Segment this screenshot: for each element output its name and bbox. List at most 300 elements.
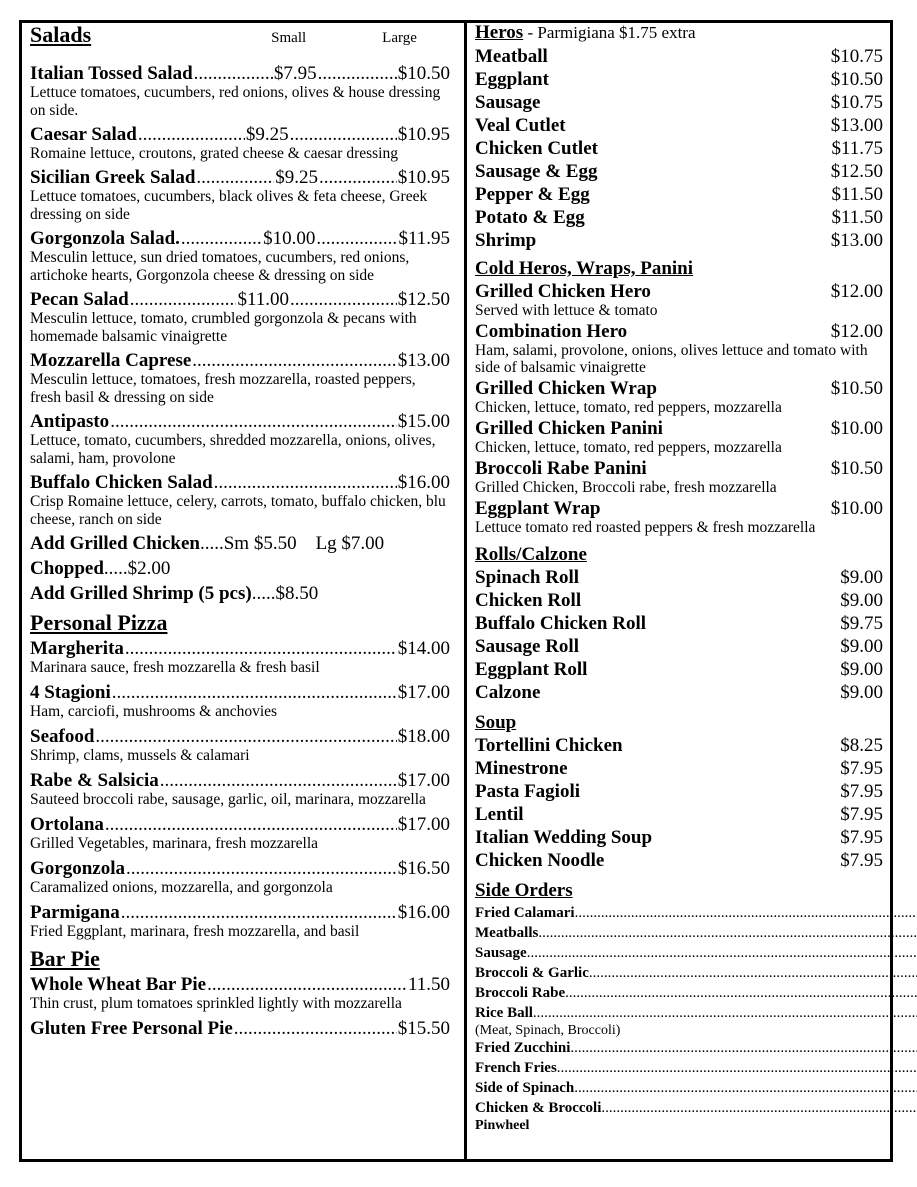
item-description: Ham, salami, provolone, onions, olives lettuce and tomato with side of balsamic vinaigrette — [475, 342, 868, 376]
large-price: $10.95 — [397, 124, 450, 145]
heros-header — [475, 22, 883, 45]
addon-price: $8.50 — [275, 583, 319, 604]
soup-list — [475, 734, 883, 872]
large-label: Large — [382, 30, 417, 46]
hero-item-row — [475, 183, 883, 206]
dot-leader — [527, 943, 917, 963]
roll-item — [475, 635, 883, 658]
side-order-row — [475, 1078, 917, 1098]
item-description: Fried Eggplant, marinara, fresh mozzarella, and basil — [30, 923, 360, 940]
salad-item — [30, 289, 450, 346]
dot-leader — [234, 1018, 397, 1039]
item-subtext: Pinwheel — [475, 1118, 530, 1133]
item-description: Lettuce, tomato, cucumbers, shredded mozzarella, onions, olives, salami, ham, provolone — [30, 432, 436, 467]
pizza-item-row — [30, 858, 450, 879]
item-name: Chicken Roll — [475, 590, 582, 611]
salads-title: Salads — [30, 22, 92, 47]
item-price: $9.00 — [840, 636, 883, 657]
roll-item-row — [475, 589, 883, 612]
item-name: Pasta Fagioli — [475, 781, 581, 802]
side-order-row — [475, 983, 917, 1003]
roll-item — [475, 566, 883, 589]
right-column — [475, 22, 883, 1138]
item-name: Antipasto — [30, 411, 110, 432]
item-price: $10.75 — [830, 46, 883, 67]
small-price: $9.25 — [245, 124, 289, 145]
roll-item-row — [475, 612, 883, 635]
item-price: $9.00 — [840, 682, 883, 703]
item-price: $10.50 — [830, 458, 883, 479]
salad-row — [30, 228, 450, 249]
side-order-item — [475, 983, 917, 1003]
item-name: Gorgonzola — [30, 858, 125, 879]
item-name: Calzone — [475, 682, 541, 703]
personal-pizza-title: Personal Pizza — [30, 610, 168, 635]
soup-item-row — [475, 803, 883, 826]
item-name: Meatball — [475, 46, 548, 67]
cold-hero-item — [475, 282, 883, 319]
dot-leader — [316, 228, 397, 249]
item-description: Lettuce tomato red roasted peppers & fresh mozzarella — [475, 519, 816, 536]
salads-header — [30, 22, 450, 48]
item-price: $11.50 — [831, 184, 883, 205]
item-price: $8.25 — [840, 735, 883, 756]
side-order-item — [475, 1003, 917, 1038]
item-name: Sausage — [475, 945, 527, 961]
item-name: Eggplant Roll — [475, 659, 588, 680]
pizza-list — [30, 638, 450, 941]
soup-item-row — [475, 734, 883, 757]
item-name: Buffalo Chicken Salad — [30, 472, 213, 493]
large-price: $10.95 — [397, 167, 450, 188]
hero-item — [475, 183, 883, 206]
soup-item — [475, 780, 883, 803]
item-name: Veal Cutlet — [475, 115, 566, 136]
item-name: Whole Wheat Bar Pie — [30, 974, 207, 995]
roll-item-row — [475, 635, 883, 658]
item-name: Broccoli & Garlic — [475, 965, 589, 981]
item-price: $7.95 — [840, 827, 883, 848]
bar-pie-title: Bar Pie — [30, 946, 100, 971]
soup-item — [475, 757, 883, 780]
soup-item — [475, 734, 883, 757]
item-price: $7.95 — [840, 758, 883, 779]
dot-leader — [214, 472, 397, 493]
dot-leader — [319, 167, 397, 188]
item-subtext: (Meat, Spinach, Broccoli) — [475, 1023, 621, 1038]
add-grilled-chicken: Add Grilled Chicken ..... Sm $5.50 Lg $7.00 — [30, 533, 385, 554]
soup-item — [475, 826, 883, 849]
side-order-item — [475, 943, 917, 963]
small-label: Small — [271, 30, 307, 46]
cold-hero-item — [475, 499, 883, 536]
item-name: Chicken Cutlet — [475, 138, 598, 159]
hero-item-row — [475, 137, 883, 160]
item-name: Side of Spinach — [475, 1080, 575, 1096]
item-name: Chicken & Broccoli — [475, 1100, 602, 1116]
salad-row — [30, 289, 450, 310]
hero-item — [475, 160, 883, 183]
item-price: $18.00 — [397, 726, 450, 747]
salad-row — [30, 167, 450, 188]
dot-leader — [533, 1003, 917, 1023]
pizza-item — [30, 770, 450, 809]
bar-pie-item-row — [30, 1018, 450, 1039]
addon-name: Add Grilled Shrimp (5 pcs) — [30, 583, 252, 604]
item-name: Shrimp — [475, 230, 537, 251]
side-order-row — [475, 903, 917, 923]
soup-item-row — [475, 826, 883, 849]
bar-pie-item — [30, 974, 450, 1013]
item-name: Pepper & Egg — [475, 184, 590, 205]
side-order-row — [475, 1003, 917, 1023]
pizza-item — [30, 902, 450, 941]
item-price: $9.00 — [840, 590, 883, 611]
item-price: $10.00 — [830, 498, 883, 519]
side-orders — [475, 903, 883, 1138]
dot-leader — [570, 1038, 917, 1058]
item-name: Mozzarella Caprese — [30, 350, 192, 371]
item-price: $9.00 — [840, 659, 883, 680]
addon-price: Sm $5.50 Lg $7.00 — [223, 533, 385, 554]
item-description: Mesculin lettuce, tomato, crumbled gorgonzola & pecans with homemade balsamic vinaigrette — [30, 310, 417, 345]
item-name: Sicilian Greek Salad — [30, 167, 196, 188]
cold-hero-item — [475, 419, 883, 456]
item-description: Lettuce tomatoes, cucumbers, red onions, olives & house dressing on side. — [30, 84, 441, 119]
dot-leader — [125, 638, 397, 659]
cold-hero-item-row — [475, 499, 883, 519]
hero-item — [475, 45, 883, 68]
item-description: Chicken, lettuce, tomato, red peppers, mozzarella — [475, 439, 782, 456]
side-order-row — [475, 943, 917, 963]
hero-item-row — [475, 45, 883, 68]
dot-leader — [192, 350, 396, 371]
cold-hero-item-row — [475, 419, 883, 439]
salad-row — [30, 472, 450, 493]
item-price: $13.00 — [830, 115, 883, 136]
salad-item — [30, 350, 450, 407]
dot-leader — [126, 858, 397, 879]
addon-name: Add Grilled Chicken — [30, 533, 200, 554]
item-price: $12.00 — [830, 281, 883, 302]
item-price: $7.95 — [840, 781, 883, 802]
item-description: Lettuce tomatoes, cucumbers, black olives & feta cheese, Greek dressing on side — [30, 188, 428, 223]
dot-leader — [194, 63, 273, 84]
item-description: Caramalized onions, mozzarella, and gorgonzola — [30, 879, 333, 896]
item-name: Fried Calamari — [475, 905, 575, 921]
dot-leader — [565, 983, 917, 1003]
dot-leader — [112, 682, 397, 703]
item-description: Mesculin lettuce, tomatoes, fresh mozzarella, roasted peppers, fresh basil & dressing on side — [30, 371, 416, 406]
dot-leader — [138, 124, 245, 145]
item-name: Grilled Chicken Hero — [475, 281, 651, 302]
salad-item — [30, 411, 450, 468]
roll-item — [475, 681, 883, 704]
cold-hero-item — [475, 379, 883, 416]
salad-row — [30, 350, 450, 371]
item-name: Potato & Egg — [475, 207, 585, 228]
dot-leader — [318, 63, 397, 84]
dot-leader — [121, 902, 397, 923]
item-name: Buffalo Chicken Roll — [475, 613, 647, 634]
side-order-item — [475, 903, 917, 923]
item-price: $10.75 — [830, 92, 883, 113]
item-price: $9.75 — [840, 613, 883, 634]
item-price: $9.00 — [840, 567, 883, 588]
side-order-row — [475, 1038, 917, 1058]
item-name: Rice Ball — [475, 1005, 533, 1021]
roll-item-row — [475, 681, 883, 704]
item-price: $15.50 — [397, 1018, 450, 1039]
item-name: Grilled Chicken Wrap — [475, 378, 657, 399]
side-order-item — [475, 1078, 917, 1098]
large-price: $10.50 — [397, 63, 451, 84]
rolls-list — [475, 566, 883, 704]
hero-item-row — [475, 68, 883, 91]
item-name: Italian Wedding Soup — [475, 827, 653, 848]
salad-item — [30, 63, 450, 120]
roll-item — [475, 658, 883, 681]
dot-leader — [575, 903, 917, 923]
side-order-row — [475, 963, 917, 983]
item-price: $7.95 — [840, 850, 883, 871]
item-price: $16.00 — [397, 472, 450, 493]
dot-leader — [574, 1078, 917, 1098]
salad-item — [30, 228, 450, 285]
item-name: Margherita — [30, 638, 124, 659]
side-order-item — [475, 1058, 917, 1078]
item-name: Broccoli Rabe Panini — [475, 458, 647, 479]
item-name: Fried Zucchini — [475, 1040, 571, 1056]
item-description: Thin crust, plum tomatoes sprinkled lightly with mozzarella — [30, 995, 402, 1012]
salad-list — [30, 63, 450, 529]
item-description: Grilled Vegetables, marinara, fresh mozzarella — [30, 835, 319, 852]
add-grilled-shrimp: Add Grilled Shrimp (5 pcs) ..... $8.50 — [30, 583, 319, 604]
soup-title: Soup — [475, 712, 517, 733]
item-price: 11.50 — [407, 974, 450, 995]
soup-item-row — [475, 849, 883, 872]
item-name: Broccoli Rabe — [475, 985, 566, 1001]
item-name: French Fries — [475, 1060, 557, 1076]
item-name: Minestrone — [475, 758, 568, 779]
pizza-item-row — [30, 770, 450, 791]
item-name: Meatballs — [475, 925, 539, 941]
hero-item — [475, 114, 883, 137]
item-name: Eggplant — [475, 69, 549, 90]
item-description: Grilled Chicken, Broccoli rabe, fresh mozzarella — [475, 479, 777, 496]
item-name: Spinach Roll — [475, 567, 580, 588]
item-price: $16.00 — [397, 902, 450, 923]
dot-leader — [601, 1098, 917, 1118]
side-orders-left — [475, 903, 917, 1138]
item-description: Romaine lettuce, croutons, grated cheese & caesar dressing — [30, 145, 398, 162]
item-description: Marinara sauce, fresh mozzarella & fresh basil — [30, 659, 320, 676]
item-name: Gluten Free Personal Pie — [30, 1018, 233, 1039]
hero-item — [475, 68, 883, 91]
item-price: $16.50 — [397, 858, 450, 879]
pizza-item-row — [30, 814, 450, 835]
item-name: Italian Tossed Salad — [30, 63, 193, 84]
item-price: $14.00 — [397, 638, 450, 659]
cold-hero-item-row — [475, 322, 883, 342]
pizza-item — [30, 814, 450, 853]
salad-row — [30, 124, 450, 145]
hero-item-row — [475, 91, 883, 114]
item-name: Lentil — [475, 804, 524, 825]
pizza-item-row — [30, 902, 450, 923]
pizza-item — [30, 726, 450, 765]
item-name: Sausage & Egg — [475, 161, 598, 182]
heros-list — [475, 45, 883, 252]
roll-item-row — [475, 658, 883, 681]
hero-item — [475, 137, 883, 160]
item-description: Crisp Romaine lettuce, celery, carrots, tomato, buffalo chicken, blu cheese, ranch on side — [30, 493, 446, 528]
dot-leader — [207, 974, 407, 995]
item-description: Sauteed broccoli rabe, sausage, garlic, oil, marinara, mozzarella — [30, 791, 426, 808]
chopped: Chopped ..... $2.00 — [30, 558, 171, 579]
item-name: Chicken Noodle — [475, 850, 605, 871]
dot-leader — [196, 167, 274, 188]
small-price: $11.00 — [237, 289, 289, 310]
hero-item — [475, 206, 883, 229]
hero-item-row — [475, 229, 883, 252]
dot-leader — [538, 923, 917, 943]
item-name: Eggplant Wrap — [475, 498, 601, 519]
cold-hero-item-row — [475, 459, 883, 479]
soup-item-row — [475, 757, 883, 780]
item-name: Seafood — [30, 726, 95, 747]
item-name: Sausage — [475, 92, 541, 113]
soup-item — [475, 849, 883, 872]
rolls-title: Rolls/Calzone — [475, 544, 587, 565]
item-description: Chicken, lettuce, tomato, red peppers, mozzarella — [475, 399, 782, 416]
item-description: Ham, carciofi, mushrooms & anchovies — [30, 703, 278, 720]
small-price: $9.25 — [275, 167, 318, 188]
pizza-item-row — [30, 682, 450, 703]
item-name: Pecan Salad — [30, 289, 129, 310]
item-price: $10.50 — [830, 378, 883, 399]
item-price: $17.00 — [397, 682, 450, 703]
roll-item-row — [475, 566, 883, 589]
cold-heros-list — [475, 282, 883, 536]
item-price: $10.00 — [830, 418, 883, 439]
cold-hero-item — [475, 459, 883, 496]
item-price: $13.00 — [397, 350, 450, 371]
salad-item — [30, 472, 450, 529]
heros-note: - Parmigiana $1.75 extra — [523, 23, 696, 42]
large-price: $12.50 — [397, 289, 450, 310]
soup-item-row — [475, 780, 883, 803]
salad-item — [30, 124, 450, 163]
cold-hero-item — [475, 322, 883, 376]
item-price: $11.75 — [831, 138, 883, 159]
item-price: $7.95 — [840, 804, 883, 825]
small-price: $10.00 — [263, 228, 316, 249]
item-price: $11.50 — [831, 207, 883, 228]
cold-hero-item-row — [475, 282, 883, 302]
item-name: Caesar Salad — [30, 124, 137, 145]
side-orders-title: Side Orders — [475, 880, 573, 901]
column-divider — [464, 20, 467, 1162]
dot-leader — [110, 411, 397, 432]
item-name: Sausage Roll — [475, 636, 579, 657]
item-name: Combination Hero — [475, 321, 628, 342]
side-order-item — [475, 1098, 917, 1133]
roll-item — [475, 589, 883, 612]
dot-leader — [557, 1058, 917, 1078]
salad-item — [30, 167, 450, 224]
item-description: Mesculin lettuce, sun dried tomatoes, cucumbers, red onions, artichoke hearts, Gorgonzola cheese & dressing on side — [30, 249, 410, 284]
soup-item — [475, 803, 883, 826]
side-order-row — [475, 1058, 917, 1078]
side-order-row — [475, 923, 917, 943]
hero-item — [475, 91, 883, 114]
item-price: $15.00 — [397, 411, 450, 432]
hero-item-row — [475, 206, 883, 229]
bar-pie-item-row — [30, 974, 450, 995]
item-name: Rabe & Salsicia — [30, 770, 159, 791]
addon-name: Chopped — [30, 558, 104, 579]
pizza-item — [30, 858, 450, 897]
cold-heros-title: Cold Heros, Wraps, Panini — [475, 258, 694, 279]
heros-title: Heros — [475, 22, 524, 43]
left-column — [30, 22, 450, 1044]
item-price: $10.50 — [830, 69, 883, 90]
pizza-item-row — [30, 638, 450, 659]
bar-pie-item — [30, 1018, 450, 1039]
item-price: $17.00 — [397, 814, 450, 835]
side-order-row — [475, 1098, 917, 1118]
item-price: $13.00 — [830, 230, 883, 251]
item-name: Gorgonzola Salad. — [30, 228, 180, 249]
item-name: Parmigana — [30, 902, 120, 923]
side-order-item — [475, 963, 917, 983]
dot-leader — [290, 124, 397, 145]
roll-item — [475, 612, 883, 635]
item-price: $17.00 — [397, 770, 450, 791]
dot-leader — [290, 289, 397, 310]
item-price: $12.00 — [830, 321, 883, 342]
hero-item-row — [475, 160, 883, 183]
dot-leader — [130, 289, 237, 310]
dot-leader — [95, 726, 396, 747]
item-name: 4 Stagioni — [30, 682, 111, 703]
salad-row — [30, 63, 450, 84]
bar-pie-list — [30, 974, 450, 1039]
dot-leader — [105, 814, 397, 835]
hero-item-row — [475, 114, 883, 137]
item-name: Tortellini Chicken — [475, 735, 623, 756]
small-price: $7.95 — [273, 63, 317, 84]
item-description: Served with lettuce & tomato — [475, 302, 658, 319]
dot-leader — [160, 770, 397, 791]
salad-row — [30, 411, 450, 432]
cold-hero-item-row — [475, 379, 883, 399]
hero-item — [475, 229, 883, 252]
dot-leader — [181, 228, 262, 249]
side-order-item — [475, 1038, 917, 1058]
pizza-item — [30, 682, 450, 721]
large-price: $11.95 — [398, 228, 451, 249]
item-name: Grilled Chicken Panini — [475, 418, 663, 439]
addon-price: $2.00 — [127, 558, 171, 579]
item-name: Ortolana — [30, 814, 104, 835]
pizza-item — [30, 638, 450, 677]
item-price: $12.50 — [830, 161, 883, 182]
side-order-item — [475, 923, 917, 943]
pizza-item-row — [30, 726, 450, 747]
item-description: Shrimp, clams, mussels & calamari — [30, 747, 250, 764]
